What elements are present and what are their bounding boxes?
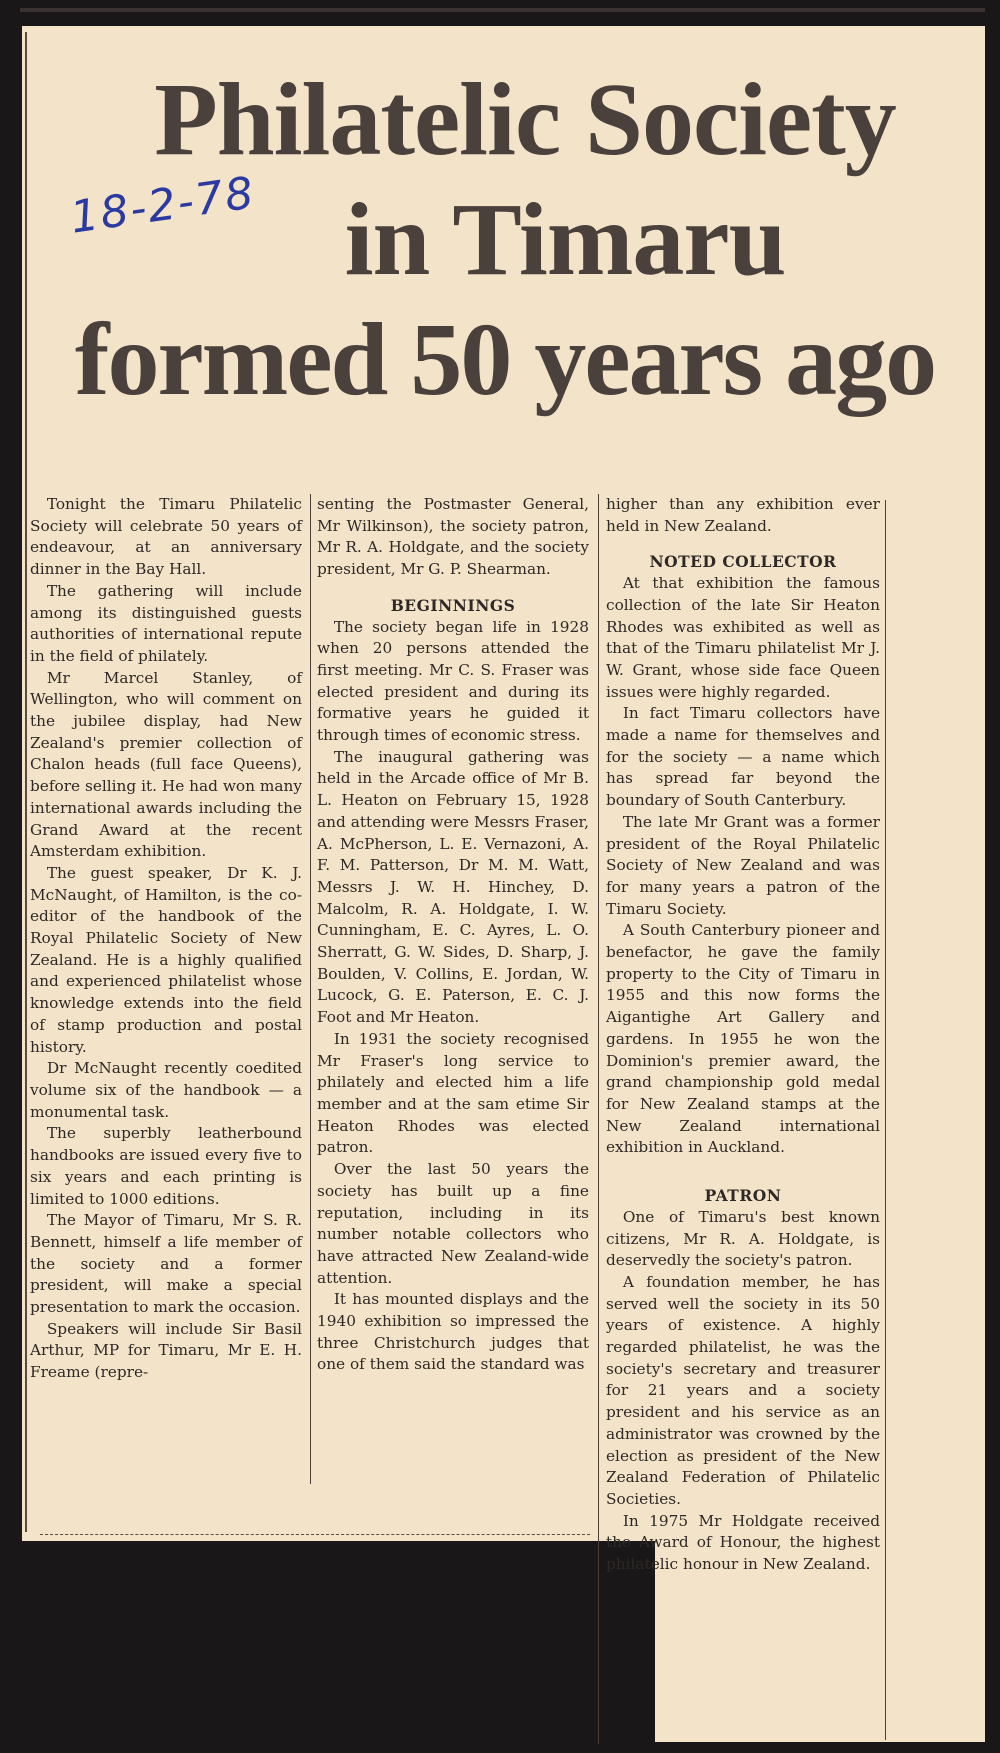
article-column-1	[30, 494, 302, 1384]
paragraph: The society began life in 1928 when 20 persons attended the first meeting. Mr C. S. Fraser was elected president and during its formative years he guided it through times of economic stress.	[317, 617, 589, 745]
headline-line-1: Philatelic Society	[154, 62, 896, 177]
continued-paragraph: higher than any exhibition ever held in New Zealand.	[606, 495, 880, 535]
column-rule	[598, 494, 599, 1744]
paragraph: The superbly leatherbound handbooks are issued every five to six years and each printing is limited to 1000 editions.	[30, 1124, 302, 1208]
article-column-3	[606, 494, 880, 1576]
paragraph: In 1975 Mr Holdgate received the Award of Honour, the highest philatelic honour in New Zealand.	[606, 1511, 880, 1574]
handwritten-date: 18-2-78	[67, 167, 259, 244]
paragraph: Tonight the Timaru Philatelic Society will celebrate 50 years of endeavour, at an anniversary dinner in the Bay Hall.	[30, 495, 302, 579]
subheading-noted-collector: NOTED COLLECTOR	[649, 552, 837, 572]
headline-line-2: in Timaru	[344, 182, 786, 297]
paragraph: The guest speaker, Dr K. J. McNaught, of Hamilton, is the co-editor of the handbook of the Royal Philatelic Society of New Zealand. He is a highly qualified and experienced philatelist whose knowledge extends into the field of stamp production and postal history.	[30, 863, 302, 1056]
paragraph: Dr McNaught recently coedited volume six of the handbook — a monumental task.	[30, 1059, 302, 1121]
article-column-2	[317, 494, 589, 1376]
paragraph: At that exhibition the famous collection of the late Sir Heaton Rhodes was exhibited as well as that of the Timaru philatelist Mr J. W. Grant, whose side face Queen issues were highly regarded.	[606, 574, 880, 701]
subheading-beginnings: BEGINNINGS	[390, 595, 516, 615]
headline	[40, 60, 970, 420]
paragraph: The late Mr Grant was a former president of the Royal Philatelic Society of New Zealand and was for many years a patron of the Timaru Society.	[606, 812, 880, 918]
paragraph: A South Canterbury pioneer and benefactor, he gave the family property to the City of Timaru in 1955 and this now forms the Aigantighe Art Gallery and gardens. In 1955 he won the Dominion's premier award, the grand championship gold medal for New Zealand stamps at the New Zealand international exhibition in Auckland.	[606, 921, 880, 1157]
continued-paragraph: senting the Postmaster General, Mr Wilkinson), the society patron, Mr R. A. Holdgate, and the society president, Mr G. P. Shearman.	[317, 495, 589, 579]
paragraph: A foundation member, he has served well the society in its 50 years of existence. A highly regarded philatelist, he was the society's secretary and treasurer for 21 years and a society president and his service as an administrator was crowned by the election as president of the New Zealand Federation of Philatelic Societies.	[606, 1272, 880, 1508]
paragraph: It has mounted displays and the 1940 exhibition so impressed the three Christchurch judges that one of them said the standard was	[317, 1290, 589, 1374]
paragraph: In 1931 the society recognised Mr Fraser's long service to philately and elected him a life member and at the sam etime Sir Heaton Rhodes was elected patron.	[317, 1029, 589, 1157]
scrapbook-mount-edge	[20, 8, 985, 12]
paragraph: The gathering will include among its distinguished guests authorities of international repute in the field of philately.	[30, 581, 302, 665]
clipping-border	[25, 32, 27, 1532]
subheading-patron: PATRON	[704, 1186, 782, 1206]
column-rule	[885, 500, 886, 1740]
paragraph: Over the last 50 years the society has built up a fine reputation, including in its number notable collectors who have attracted New Zealand-wide attention.	[317, 1160, 589, 1287]
paragraph: In fact Timaru collectors have made a name for themselves and for the society — a name which has spread far beyond the boundary of South Canterbury.	[606, 704, 880, 810]
column-rule	[310, 494, 311, 1484]
paragraph: Speakers will include Sir Basil Arthur, MP for Timaru, Mr E. H. Freame (repre-	[30, 1319, 302, 1382]
paragraph: One of Timaru's best known citizens, Mr R. A. Holdgate, is deservedly the society's patron.	[606, 1207, 880, 1270]
paragraph: Mr Marcel Stanley, of Wellington, who will comment on the jubilee display, had New Zealand's premier collection of Chalon heads (full face Queens), before selling it. He had won many international awards including the Grand Award at the recent Amsterdam exhibition.	[30, 668, 302, 861]
bottom-rule	[40, 1534, 590, 1536]
paragraph: The inaugural gathering was held in the Arcade office of Mr B. L. Heaton on February 15, 1928 and attending were Messrs Fraser, A. McPherson, L. E. Vernazoni, A. F. M. Patterson, Dr M. M. Watt, Messrs J. W. H. Hinchey, D. Malcolm, R. A. Holdgate, I. W. Cunningham, E. C. Ayres, L. O. Sherratt, G. W. Sides, D. Sharp, J. Boulden, V. Collins, E. Jordan, W. Lucock, G. E. Paterson, E. C. J. Foot and Mr Heaton.	[317, 747, 589, 1027]
paragraph: The Mayor of Timaru, Mr S. R. Bennett, himself a life member of the society and a former president, will make a special presentation to mark the occasion.	[30, 1211, 302, 1317]
headline-line-3: formed 50 years ago	[74, 302, 936, 417]
